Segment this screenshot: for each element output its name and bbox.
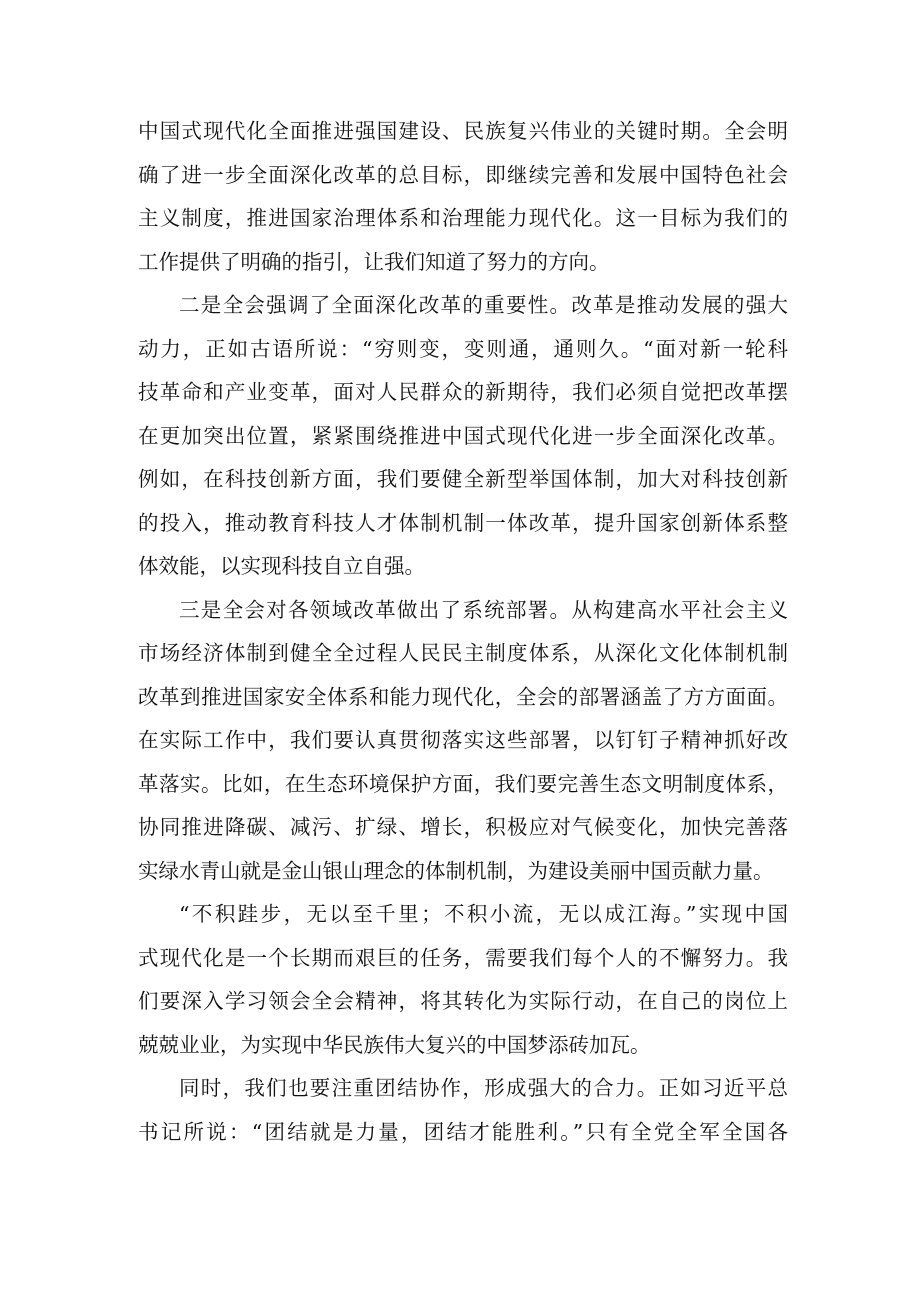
paragraph-3 [138, 589, 788, 894]
text-line: 三是全会对各领域改革做出了系统部署。从构建高水平社会主义 [179, 597, 788, 622]
text-line: 革落实。比如，在生态环境保护方面，我们要完善生态文明制度体系， [138, 771, 788, 796]
text-line: 二是全会强调了全面深化改革的重要性。改革是推动发展的强大 [179, 293, 788, 317]
text-line: 协同推进降碳、减污、扩绿、增长，积极应对气候变化，加快完善落 [138, 815, 788, 839]
text-line: 在实际工作中，我们要认真贯彻落实这些部署，以钉钉子精神抓好改 [138, 728, 788, 752]
text-line: 改革到推进国家安全体系和能力现代化，全会的部署涵盖了方方面面。 [138, 684, 788, 709]
paragraph-2 [138, 284, 788, 589]
text-line: 例如，在科技创新方面，我们要健全新型举国体制，加大对科技创新 [138, 467, 788, 491]
text-line: 技革命和产业变革，面对人民群众的新期待，我们必须自觉把改革摆 [138, 380, 788, 404]
document-body [138, 110, 788, 1154]
text-line: 实绿水青山就是金山银山理念的体制机制，为建设美丽中国贡献力量。 [138, 858, 774, 883]
paragraph-4 [138, 893, 788, 1067]
text-line: 们要深入学习领会全会精神，将其转化为实际行动，在自己的岗位上 [138, 989, 788, 1013]
text-line: 主义制度，推进国家治理体系和治理能力现代化。这一目标为我们的 [138, 206, 788, 230]
text-line: 兢兢业业，为实现中华民族伟大复兴的中国梦添砖加瓦。 [138, 1032, 651, 1057]
text-line: 体效能，以实现科技自立自强。 [138, 554, 425, 578]
text-line: 的投入，推动教育科技人才体制机制一体改革，提升国家创新体系整 [138, 510, 788, 535]
text-line: 式现代化是一个长期而艰巨的任务，需要我们每个人的不懈努力。我 [138, 945, 788, 970]
text-line: 中国式现代化全面推进强国建设、民族复兴伟业的关键时期。全会明 [138, 119, 788, 143]
text-line: 在更加突出位置，紧紧围绕推进中国式现代化进一步全面深化改革。 [138, 423, 788, 448]
text-line: 同时，我们也要注重团结协作，形成强大的合力。正如习近平总 [179, 1076, 788, 1100]
text-line: “不积跬步，无以至千里；不积小流，无以成江海。”实现中国 [179, 902, 788, 926]
text-line: 动力，正如古语所说：“穷则变，变则通，通则久。“面对新一轮科 [138, 336, 788, 361]
paragraph-1 [138, 110, 788, 284]
text-line: 工作提供了明确的指引，让我们知道了努力的方向。 [138, 249, 610, 274]
paragraph-5 [138, 1067, 788, 1154]
text-line: 市场经济体制到健全全过程人民民主制度体系，从深化文化体制机制 [138, 641, 788, 665]
text-line: 确了进一步全面深化改革的总目标，即继续完善和发展中国特色社会 [138, 162, 788, 187]
text-line: 书记所说：“团结就是力量，团结才能胜利。”只有全党全军全国各 [138, 1119, 788, 1144]
